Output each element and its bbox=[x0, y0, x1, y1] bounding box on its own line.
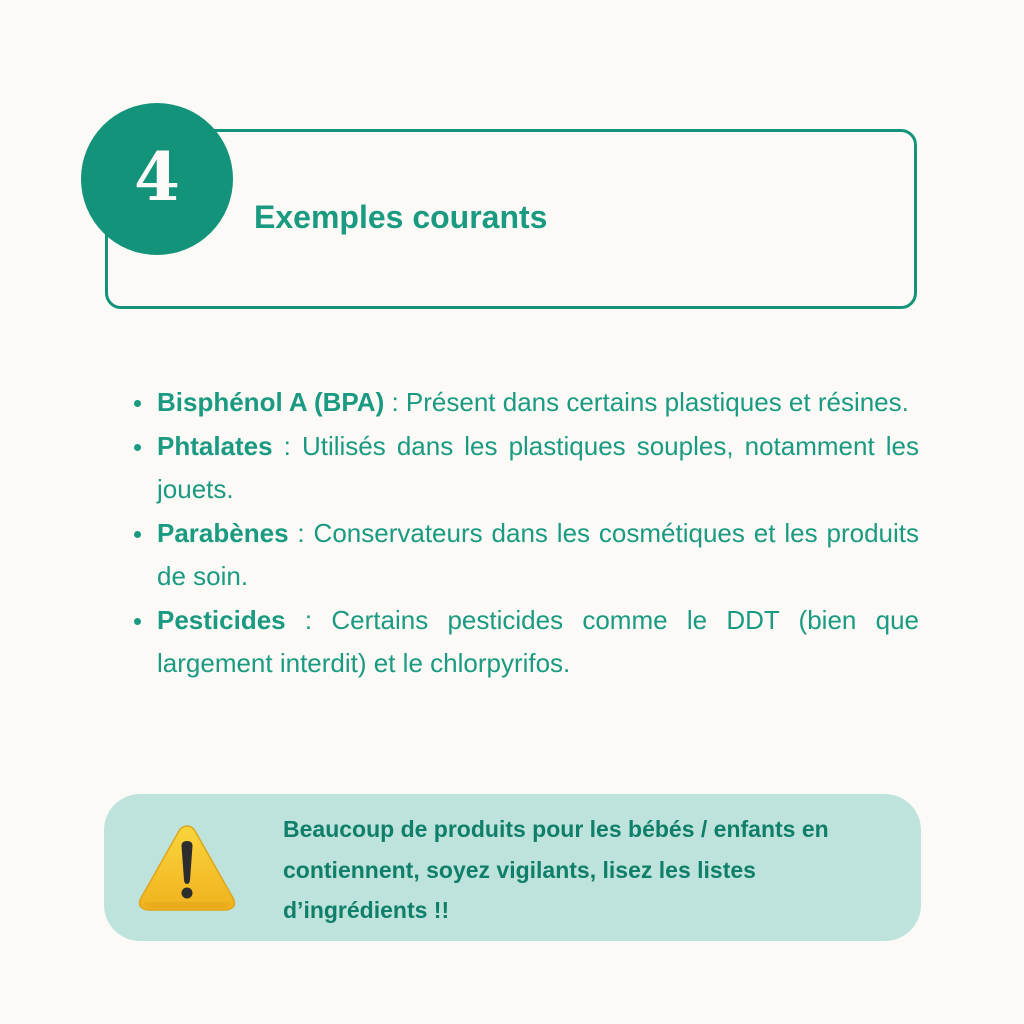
item-term: Pesticides bbox=[157, 604, 286, 635]
step-number-badge bbox=[81, 103, 233, 255]
item-description: : Certains pesticides comme le DDT (bien que largement interdit) et le chlorpyrifos. bbox=[157, 604, 919, 678]
item-term: Parabènes bbox=[157, 517, 289, 548]
warning-message: Beaucoup de produits pour les bébés / enfants en contiennent, soyez vigilants, lisez les listes d’ingrédients !! bbox=[283, 816, 829, 923]
step-number: 4 bbox=[134, 138, 180, 216]
list-item-parabenes bbox=[157, 512, 919, 599]
bullet-icon bbox=[134, 444, 141, 451]
bullet-icon bbox=[134, 531, 141, 538]
item-term: Bisphénol A (BPA) bbox=[157, 387, 385, 417]
item-description: : Conservateurs dans les cosmétiques et les produits de soin. bbox=[157, 517, 919, 591]
list-item-bpa bbox=[157, 381, 919, 425]
item-description: : Présent dans certains plastiques et résines. bbox=[384, 387, 909, 417]
item-description: : Utilisés dans les plastiques souples, notamment les jouets. bbox=[157, 430, 919, 504]
item-term: Phtalates bbox=[157, 430, 273, 461]
list-item-pesticides bbox=[157, 599, 919, 686]
examples-list bbox=[157, 381, 919, 686]
section-title: Exemples courants bbox=[254, 199, 548, 235]
bullet-icon bbox=[134, 618, 141, 625]
list-item-phtalates bbox=[157, 425, 919, 512]
bullet-icon bbox=[134, 400, 141, 407]
warning-icon bbox=[137, 822, 237, 914]
